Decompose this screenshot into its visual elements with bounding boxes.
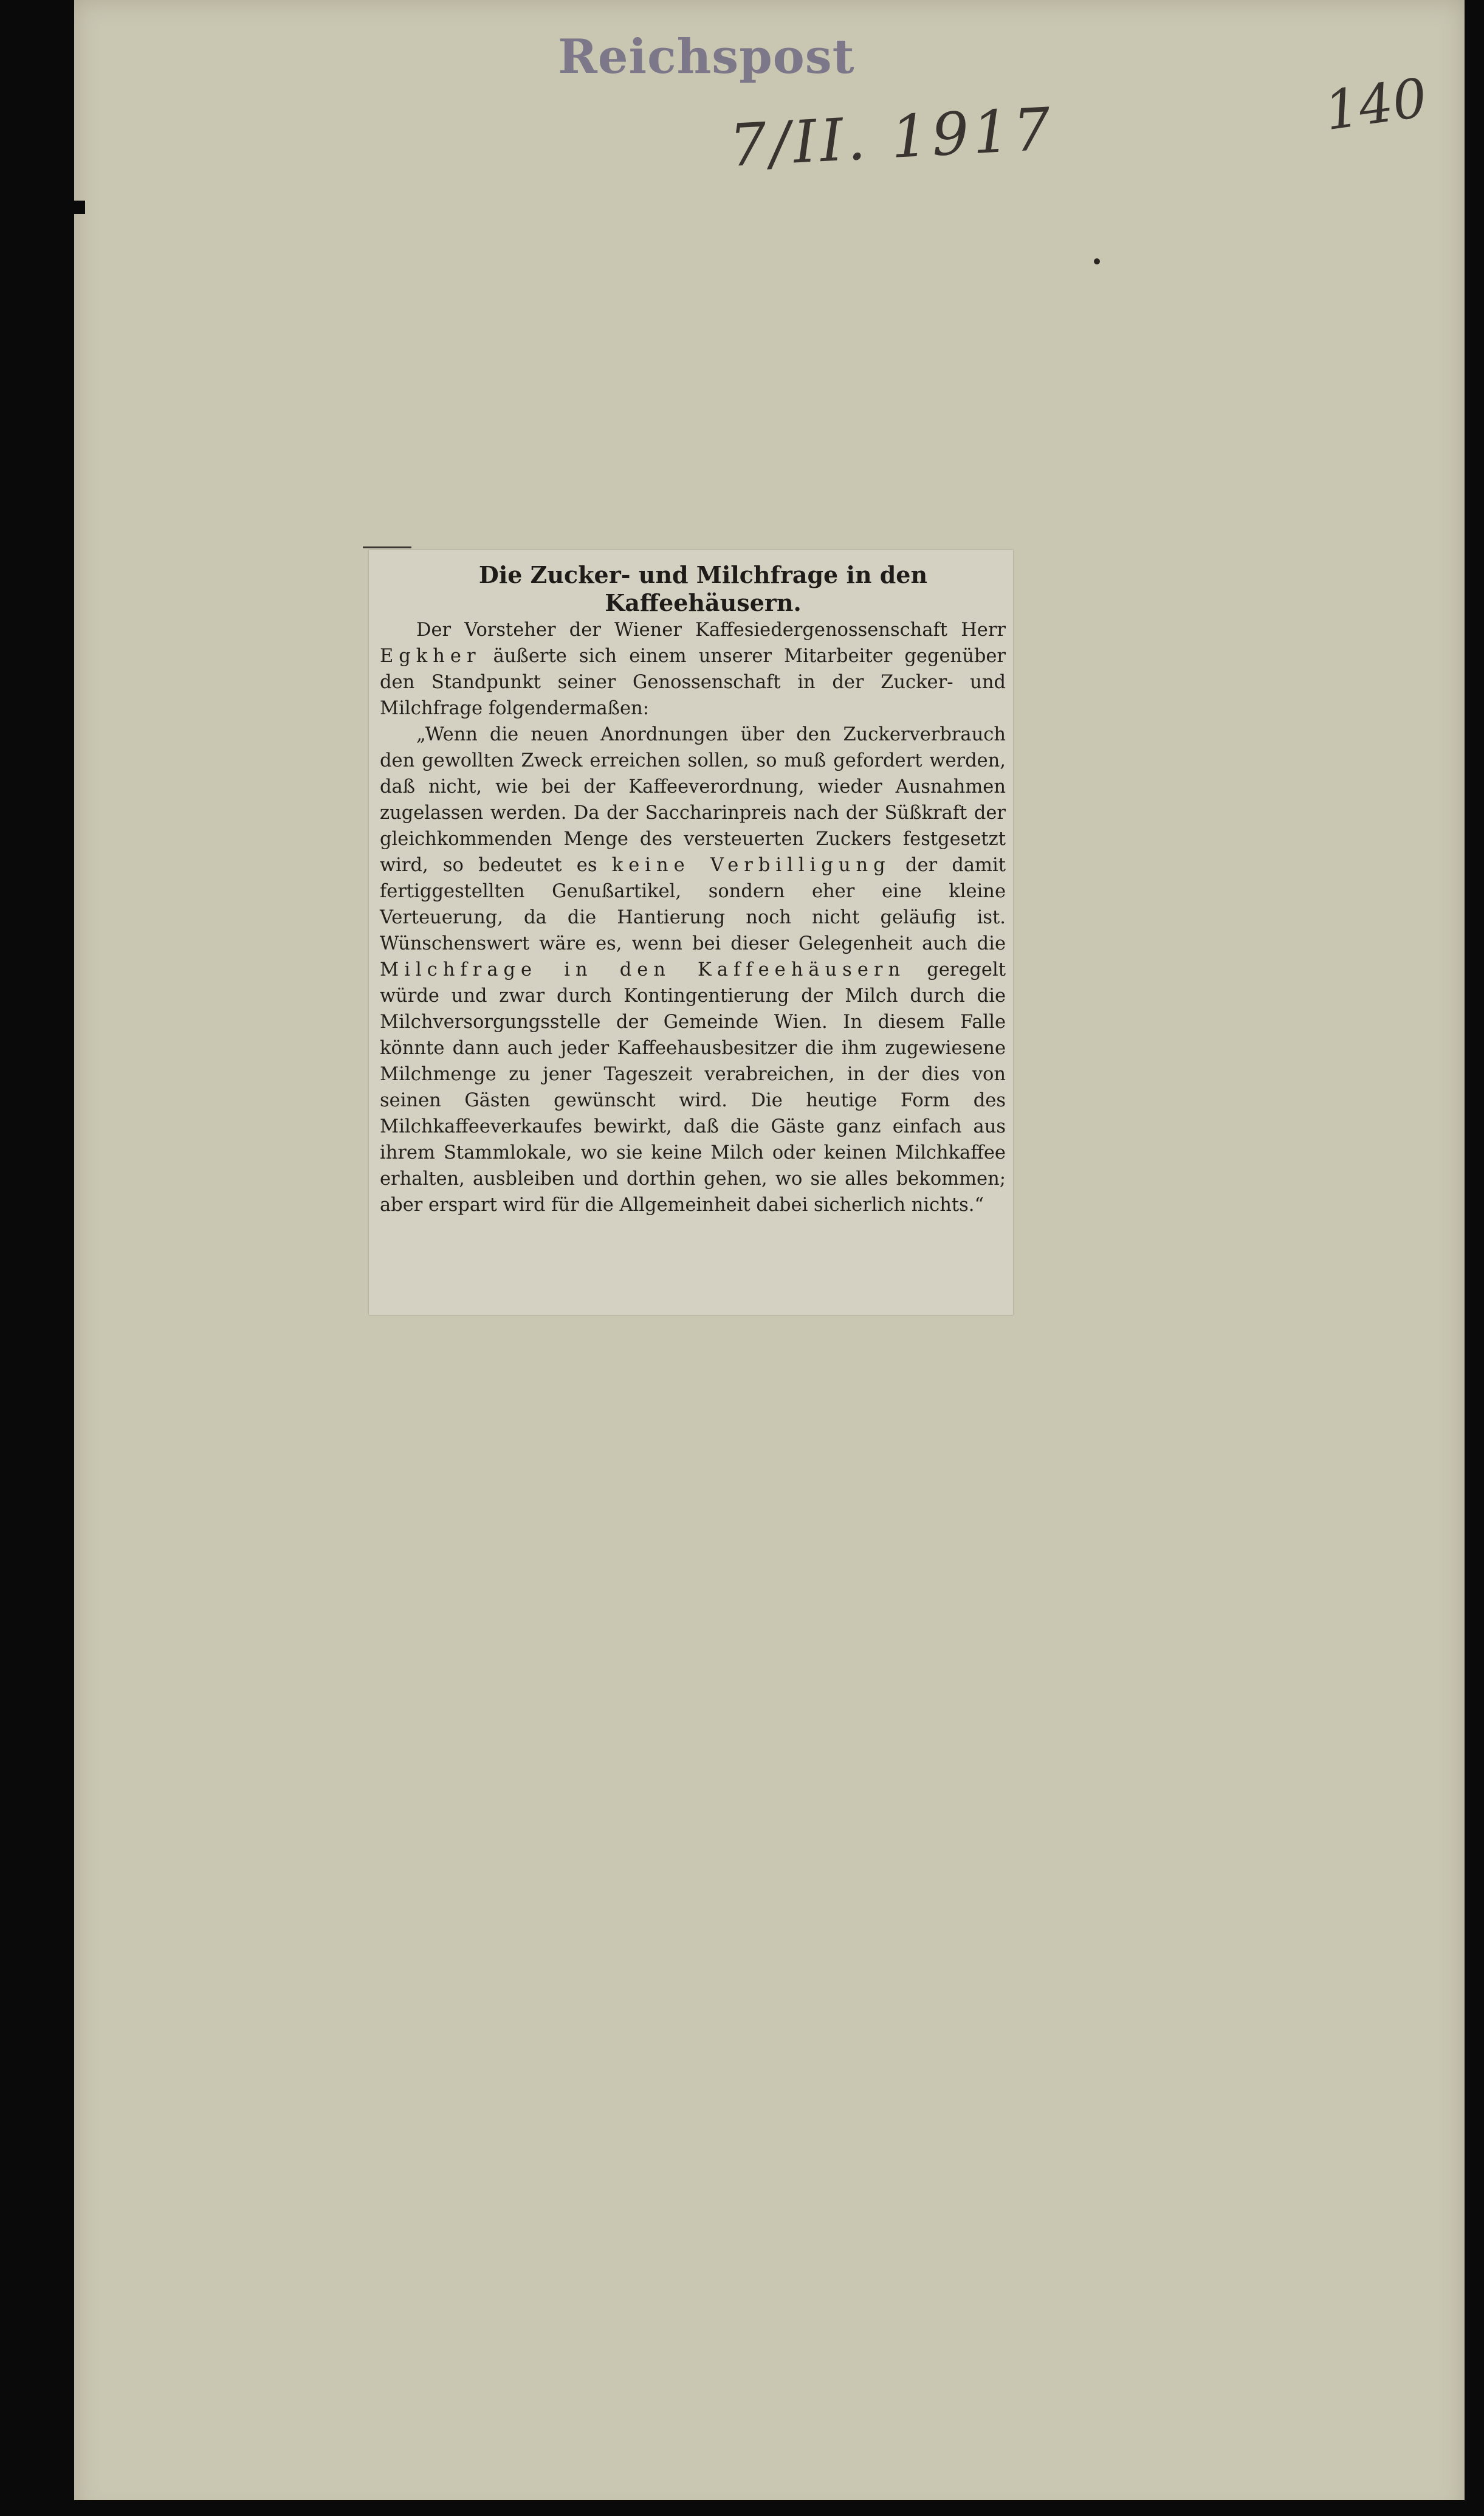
emphasis-keine-verbilligung: keine Verbilligung (611, 855, 891, 876)
person-name: Egkher (380, 646, 481, 667)
paragraph-1-text-b: äußerte sich einem unserer Mitarbeiter gegenüber den Standpunkt seiner Genossenschaft in der Zucker- und Milchfrage folgendermaßen: (380, 646, 1006, 719)
paragraph-2-text-b: der damit fertiggestellten Genußartikel, sondern eher eine kleine Verteuerung, da die Hantierung noch nicht geläufig ist. Wünschenswert wäre es, wenn bei dieser Gelegenheit auch die (380, 855, 1006, 954)
article-paragraph-1 (380, 617, 1006, 722)
paragraph-2-text-a: „Wenn die neuen Anordnungen über den Zuckerverbrauch den gewollten Zweck erreichen sollen, so muß gefordert werden, daß nicht, wie bei der Kaffeeverordnung, wieder Ausnahmen zugelassen werden. Da der Saccharinpreis nach der Süßkraft der gleichkommenden Menge des versteuerten Zuckers festgesetzt wird, so bedeutet es (380, 724, 1006, 876)
article-headline: Die Zucker- und Milchfrage in den Kaffeehäusern. (478, 561, 928, 616)
edge-mark (70, 201, 85, 214)
paragraph-1-text-a: Der Vorsteher der Wiener Kaffesiedergenossenschaft Herr (416, 619, 1006, 641)
scan-right-border (1465, 0, 1484, 2516)
newspaper-stamp: Reichspost (558, 29, 855, 84)
handwritten-date: 7/II. 1917 (727, 95, 1056, 180)
scan-bottom-border (0, 2500, 1484, 2516)
emphasis-milchfrage: Milchfrage in den Kaffeehäusern (380, 959, 906, 981)
scan-left-border (0, 0, 74, 2516)
newspaper-clipping (369, 550, 1013, 1315)
article-body (380, 617, 1006, 1218)
article-paragraph-2 (380, 722, 1006, 1218)
paragraph-2-text-c: geregelt würde und zwar durch Kontingentierung der Milch durch die Milchversorgungsstelle der Gemeinde Wien. In diesem Falle könnte dann auch jeder Kaffeehausbesitzer die ihm zugewiesene Milchmenge zu jener Tageszeit verabreichen, in der dies von seinen Gästen gewünscht wird. Die heutige Form des Milchkaffeeverkaufes bewirkt, daß die Gäste ganz einfach aus ihrem Stammlokale, wo sie keine Milch oder keinen Milchkaffee erhalten, ausbleiben und dorthin gehen, wo sie alles bekommen; aber erspart wird für die Allgemeinheit dabei sicherlich nichts.“ (380, 959, 1006, 1216)
paper-speck (1094, 258, 1100, 264)
clipping-rule (363, 546, 411, 548)
handwritten-folio-number: 140 (1321, 66, 1431, 143)
